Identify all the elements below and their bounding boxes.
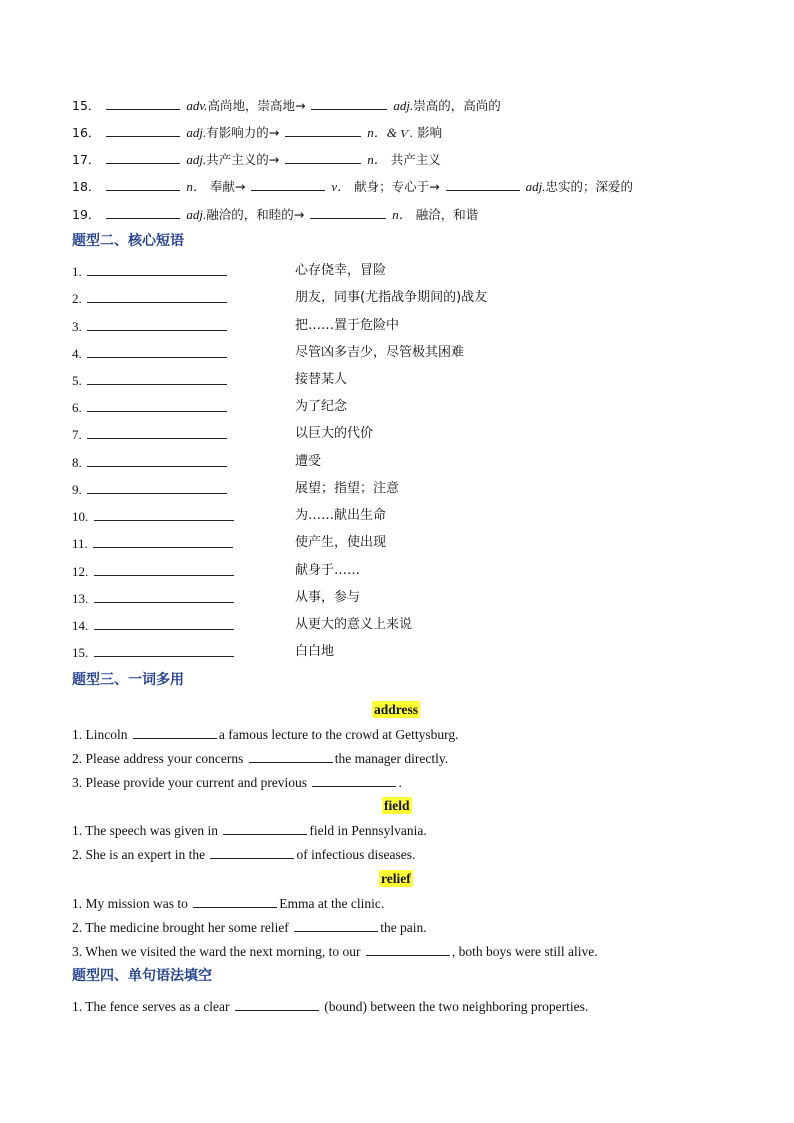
arrow-icon: → (429, 179, 440, 194)
arrow-icon: → (234, 179, 246, 194)
item-number: 1. (72, 264, 82, 279)
answer-blank[interactable] (193, 894, 277, 908)
section-heading: 题型四、单句语法填空 (72, 968, 212, 984)
phrase-meaning: 朋友，同事(尤指战争期间的)战友 (295, 290, 488, 305)
item-number: 14. (72, 618, 89, 633)
sentence: 1. Lincoln a famous lecture to the crowd at Gettysburg. (72, 727, 459, 742)
answer-blank[interactable] (87, 453, 227, 467)
item-number: 3. (72, 319, 82, 334)
phrase-item (72, 317, 229, 336)
pos-label: adj. (186, 207, 207, 222)
phrase-meaning: 为……献出生命 (295, 508, 387, 523)
vocab-row (72, 177, 633, 196)
meaning-text: 忠实的；深爱的 (545, 179, 633, 194)
answer-blank[interactable] (311, 96, 387, 110)
phrase-meaning: 献身于…… (295, 563, 361, 578)
sentence: 3. When we visited the ward the next morning, to our , both boys were still alive. (72, 944, 598, 959)
item-number: 7. (72, 427, 82, 442)
phrase-item (72, 480, 229, 499)
sentence: 2. She is an expert in the of infectious diseases. (72, 847, 416, 862)
pos-label: adj. (186, 152, 207, 167)
answer-blank[interactable] (87, 425, 227, 439)
meaning-text: 融洽的，和睦的 (206, 207, 294, 222)
answer-blank[interactable] (87, 262, 227, 276)
answer-blank[interactable] (87, 398, 227, 412)
answer-blank[interactable] (251, 177, 325, 191)
phrase-item (72, 562, 236, 581)
sentence: 1. The speech was given in field in Pennsylvania. (72, 823, 427, 838)
item-number: 13. (72, 591, 89, 606)
arrow-icon: → (294, 98, 306, 113)
sentence: 2. Please address your concerns the manager directly. (72, 751, 449, 766)
answer-blank[interactable] (249, 749, 333, 763)
answer-blank[interactable] (285, 150, 361, 164)
arrow-icon: → (293, 207, 305, 222)
phrase-item (72, 398, 229, 417)
phrase-meaning: 从更大的意义上来说 (295, 617, 413, 632)
section-heading: 题型二、核心短语 (72, 233, 184, 249)
meaning-text: 共产主义 (390, 152, 441, 167)
section-heading: 题型三、一词多用 (72, 672, 184, 688)
phrase-meaning: 白白地 (295, 644, 335, 659)
answer-blank[interactable] (133, 725, 217, 739)
phrase-meaning: 展望；指望；注意 (295, 481, 400, 496)
answer-blank[interactable] (310, 205, 386, 219)
pos-label: adj. (525, 179, 546, 194)
phrase-meaning: 尽管凶多吉少，尽管极其困难 (295, 345, 465, 360)
item-number: 19． (72, 207, 101, 222)
answer-blank[interactable] (294, 918, 378, 932)
meaning-text: 融洽，和谐 (415, 207, 479, 222)
item-number: 11. (72, 536, 88, 551)
answer-blank[interactable] (87, 289, 227, 303)
phrase-meaning: 以巨大的代价 (295, 426, 374, 441)
answer-blank[interactable] (106, 177, 180, 191)
phrase-item (72, 453, 229, 472)
phrase-item (72, 507, 236, 526)
phrase-meaning: 使产生，使出现 (295, 535, 387, 550)
answer-blank[interactable] (285, 123, 361, 137)
phrase-meaning: 把……置于危险中 (295, 318, 400, 333)
pos-label: adv. (186, 98, 208, 113)
vocab-row (72, 205, 478, 224)
pos-label: adj. (393, 98, 414, 113)
arrow-icon: → (268, 125, 280, 140)
phrase-meaning: 为了纪念 (295, 399, 348, 414)
answer-blank[interactable] (106, 96, 180, 110)
phrase-meaning: 接替某人 (295, 372, 348, 387)
answer-blank[interactable] (94, 507, 234, 521)
answer-blank[interactable] (223, 821, 307, 835)
meaning-text: 有影响力的 (206, 125, 269, 140)
answer-blank[interactable] (106, 123, 180, 137)
phrase-item (72, 643, 236, 662)
pos-label: n．&ｖ. (367, 125, 414, 140)
phrase-item (72, 616, 236, 635)
item-number: 15． (72, 98, 101, 113)
pos-label: n． (392, 207, 412, 222)
item-number: 9. (72, 482, 82, 497)
pos-label: n． (186, 179, 206, 194)
item-number: 18． (72, 179, 101, 194)
item-number: 12. (72, 564, 89, 579)
phrase-meaning: 从事，参与 (295, 590, 361, 605)
answer-blank[interactable] (210, 845, 294, 859)
answer-blank[interactable] (87, 344, 227, 358)
phrase-meaning: 遭受 (295, 454, 322, 469)
answer-blank[interactable] (235, 997, 319, 1011)
keyword-field: field (384, 798, 410, 813)
sentence: 1. My mission was to Emma at the clinic. (72, 896, 385, 911)
pos-label: adj. (186, 125, 207, 140)
phrase-item (72, 425, 229, 444)
phrase-item (72, 534, 235, 553)
answer-blank[interactable] (94, 562, 234, 576)
item-number: 6. (72, 400, 82, 415)
item-number: 4. (72, 346, 82, 361)
vocab-row (72, 150, 441, 169)
answer-blank[interactable] (93, 534, 233, 548)
answer-blank[interactable] (446, 177, 520, 191)
sentence: 1. The fence serves as a clear (bound) between the two neighboring properties. (72, 999, 589, 1014)
meaning-text: 崇高的，高尚的 (413, 98, 501, 113)
phrase-meaning: 心存侥幸，冒险 (295, 263, 387, 278)
answer-blank[interactable] (87, 317, 227, 331)
phrase-item (72, 344, 229, 363)
phrase-item (72, 262, 229, 281)
item-number: 15. (72, 645, 89, 660)
answer-blank[interactable] (87, 371, 227, 385)
answer-blank[interactable] (94, 643, 234, 657)
answer-blank[interactable] (94, 616, 234, 630)
item-number: 5. (72, 373, 82, 388)
sentence: 3. Please provide your current and previous . (72, 775, 402, 790)
vocab-row (72, 123, 442, 142)
meaning-text: 共产主义的 (206, 152, 269, 167)
answer-blank[interactable] (87, 480, 227, 494)
phrase-item (72, 589, 236, 608)
keyword-relief: relief (381, 871, 411, 886)
item-number: 10. (72, 509, 89, 524)
item-number: 8. (72, 455, 82, 470)
answer-blank[interactable] (106, 205, 180, 219)
arrow-icon: → (268, 152, 280, 167)
item-number: 17． (72, 152, 101, 167)
vocab-row (72, 96, 501, 115)
item-number: 16． (72, 125, 101, 140)
sentence: 2. The medicine brought her some relief the pain. (72, 920, 427, 935)
item-number: 2. (72, 291, 82, 306)
answer-blank[interactable] (366, 942, 450, 956)
answer-blank[interactable] (106, 150, 180, 164)
keyword-address: address (374, 702, 419, 717)
answer-blank[interactable] (312, 773, 396, 787)
pos-label: n． (367, 152, 387, 167)
meaning-text: 献身；专心于 (354, 179, 430, 194)
meaning-text: 影响 (417, 125, 443, 140)
phrase-item (72, 289, 229, 308)
meaning-text: 高尚地，崇高地 (207, 98, 295, 113)
answer-blank[interactable] (94, 589, 234, 603)
meaning-text: 奉献 (209, 179, 235, 194)
phrase-item (72, 371, 229, 390)
pos-label: v． (331, 179, 351, 194)
